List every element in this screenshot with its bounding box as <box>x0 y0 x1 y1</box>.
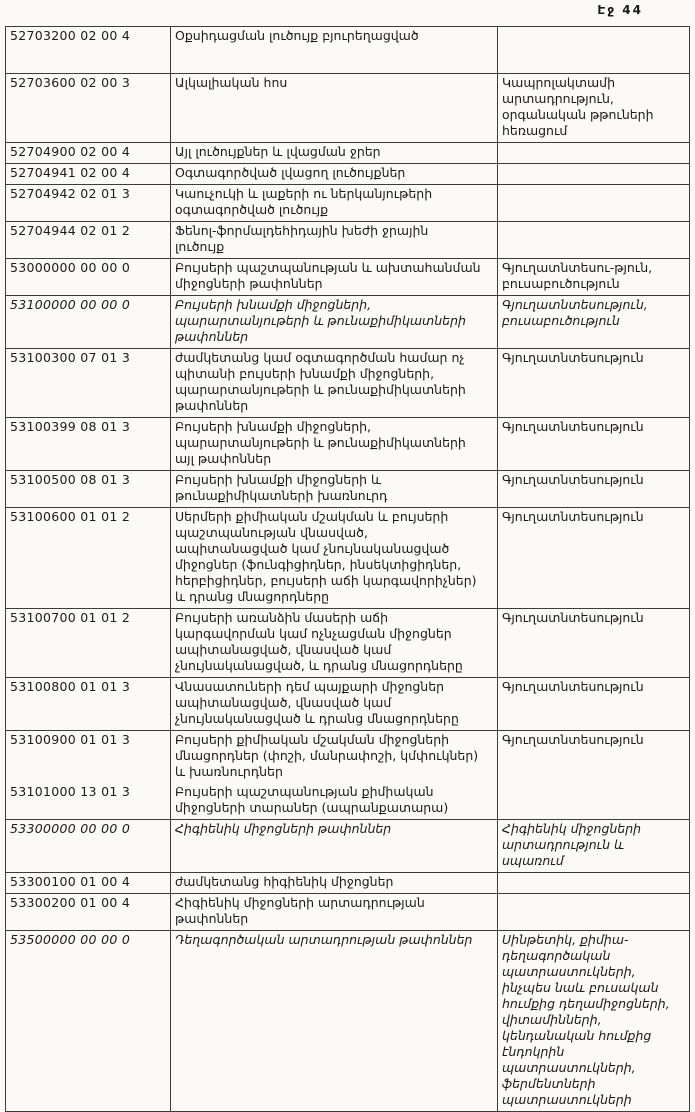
row-code: 52704942 02 01 3 <box>6 185 171 222</box>
row-description: Բույսերի քիմիական մշակման միջոցների մնացորդներ (փոշի, մանրափոշի, կմփուկներ) և խառնուրդներ <box>171 731 498 784</box>
row-note: Կապրոլակտամի արտադրություն, օրգանական թթուների հեռացում <box>498 74 690 143</box>
row-description: Բույսերի պաշտպանության և ախտահանման միջոցների թափոններ <box>171 259 498 296</box>
row-description: Հիգիենիկ միջոցների թափոններ <box>171 820 498 873</box>
row-description: Վնասատուների դեմ պայքարի միջոցներ ապիտանացված, վնասված կամ չնույնականացված և դրանց մնացորդները <box>171 678 498 731</box>
table-row <box>6 609 690 678</box>
waste-table-body <box>6 27 690 1112</box>
row-note <box>498 783 690 820</box>
table-row <box>6 783 690 820</box>
row-code: 52703200 02 00 4 <box>6 27 171 74</box>
table-row <box>6 349 690 418</box>
table-row <box>6 508 690 609</box>
table-row <box>6 259 690 296</box>
row-description: Ֆենոլ-ֆորմալդեհիդային խեժի ջրային լուծույք <box>171 222 498 259</box>
table-row <box>6 731 690 784</box>
row-description: Կաուչուկի և լաքերի ու ներկանյութերի օգտագործված լուծույք <box>171 185 498 222</box>
row-code: 52704900 02 00 4 <box>6 143 171 164</box>
row-description: Բույսերի պաշտպանության քիմիական միջոցների տարաներ (ապրանքատարա) <box>171 783 498 820</box>
row-description: ժամկետանց հիգիենիկ միջոցներ <box>171 873 498 894</box>
row-description: Դեղագործական արտադրության թափոններ <box>171 931 498 1112</box>
row-note <box>498 185 690 222</box>
row-description: Ալկալիական հոս <box>171 74 498 143</box>
row-description: Օքսիդացման լուծույք բյուրեղացված <box>171 27 498 74</box>
row-note <box>498 27 690 74</box>
table-row <box>6 143 690 164</box>
row-code: 53100900 01 01 3 <box>6 731 171 784</box>
row-code: 53300000 00 00 0 <box>6 820 171 873</box>
row-code: 53100399 08 01 3 <box>6 418 171 471</box>
row-note: Գյուղատնտեսու-թյուն, բուսաբուծություն <box>498 259 690 296</box>
row-code: 53300100 01 00 4 <box>6 873 171 894</box>
page-number: Էջ 44 <box>597 3 643 17</box>
row-note: Գյուղատնտեսություն <box>498 609 690 678</box>
row-code: 53000000 00 00 0 <box>6 259 171 296</box>
table-row <box>6 894 690 931</box>
table-row <box>6 185 690 222</box>
row-description: Բույսերի առանձին մասերի աճի կարգավորման կամ ոչնչացման միջոցներ ապիտանացված, վնասված կամ չնույնականացված, և դրանց մնացորդները <box>171 609 498 678</box>
table-row <box>6 164 690 185</box>
row-code: 52704941 02 00 4 <box>6 164 171 185</box>
table-row <box>6 873 690 894</box>
table-row <box>6 471 690 508</box>
row-code: 53100300 07 01 3 <box>6 349 171 418</box>
row-code: 52704944 02 01 2 <box>6 222 171 259</box>
row-code: 53100000 00 00 0 <box>6 296 171 349</box>
table-row <box>6 418 690 471</box>
row-description: Օգտագործված լվացող լուծույքներ <box>171 164 498 185</box>
row-description: Սերմերի քիմիական մշակման և բույսերի պաշտպանության վնասված, ապիտանացված կամ չնույնականացված միջոցներ (ֆունգիցիդներ, ինսեկտիցիդներ, հերբիցիդներ, բույսերի աճի կարգավորիչներ) և դրանց մնացորդները <box>171 508 498 609</box>
row-note: Գյուղատնտեսություն <box>498 678 690 731</box>
table-row <box>6 931 690 1112</box>
row-note: Գյուղատնտեսություն <box>498 508 690 609</box>
row-note <box>498 164 690 185</box>
row-note: Գյուղատնտեսություն <box>498 471 690 508</box>
waste-classification-table <box>5 26 690 1112</box>
table-row <box>6 678 690 731</box>
row-note <box>498 222 690 259</box>
row-code: 53100700 01 01 2 <box>6 609 171 678</box>
row-note: Հիգիենիկ միջոցների արտադրություն և սպառում <box>498 820 690 873</box>
row-note: Գյուղատնտեսություն, բուսաբուծություն <box>498 296 690 349</box>
row-note: Սինթետիկ, քիմիա-դեղագործական պատրաստուկների, ինչպես նաև բուսական հումքից դեղամիջոցների, վիտամինների, կենդանական հումքից էնդոկրին պատրաստուկների, ֆերմենտների պատրաստուկների <box>498 931 690 1112</box>
table-row <box>6 222 690 259</box>
row-code: 53101000 13 01 3 <box>6 783 171 820</box>
row-description: Բույսերի խնամքի միջոցների, պարարտանյութերի և թունաքիմիկատների թափոններ <box>171 296 498 349</box>
row-code: 52703600 02 00 3 <box>6 74 171 143</box>
row-description: ժամկետանց կամ օգտագործման համար ոչ պիտանի բույսերի խնամքի միջոցների, պարարտանյութերի և թունաքիմիկատների թափոններ <box>171 349 498 418</box>
row-note <box>498 873 690 894</box>
row-note: Գյուղատնտեսություն <box>498 349 690 418</box>
row-description: Այլ լուծույքներ և լվացման ջրեր <box>171 143 498 164</box>
row-code: 53100800 01 01 3 <box>6 678 171 731</box>
row-description: Հիգիենիկ միջոցների արտադրության թափոններ <box>171 894 498 931</box>
table-row <box>6 27 690 74</box>
row-description: Բույսերի խնամքի միջոցների, պարարտանյութերի և թունաքիմիկատների այլ թափոններ <box>171 418 498 471</box>
row-note <box>498 143 690 164</box>
table-row <box>6 74 690 143</box>
row-code: 53500000 00 00 0 <box>6 931 171 1112</box>
table-row <box>6 296 690 349</box>
row-note: Գյուղատնտեսություն <box>498 418 690 471</box>
row-code: 53300200 01 00 4 <box>6 894 171 931</box>
row-note <box>498 894 690 931</box>
table-row <box>6 820 690 873</box>
row-code: 53100600 01 01 2 <box>6 508 171 609</box>
row-code: 53100500 08 01 3 <box>6 471 171 508</box>
row-note: Գյուղատնտեսություն <box>498 731 690 784</box>
row-description: Բույսերի խնամքի միջոցների և թունաքիմիկատների խառնուրդ <box>171 471 498 508</box>
